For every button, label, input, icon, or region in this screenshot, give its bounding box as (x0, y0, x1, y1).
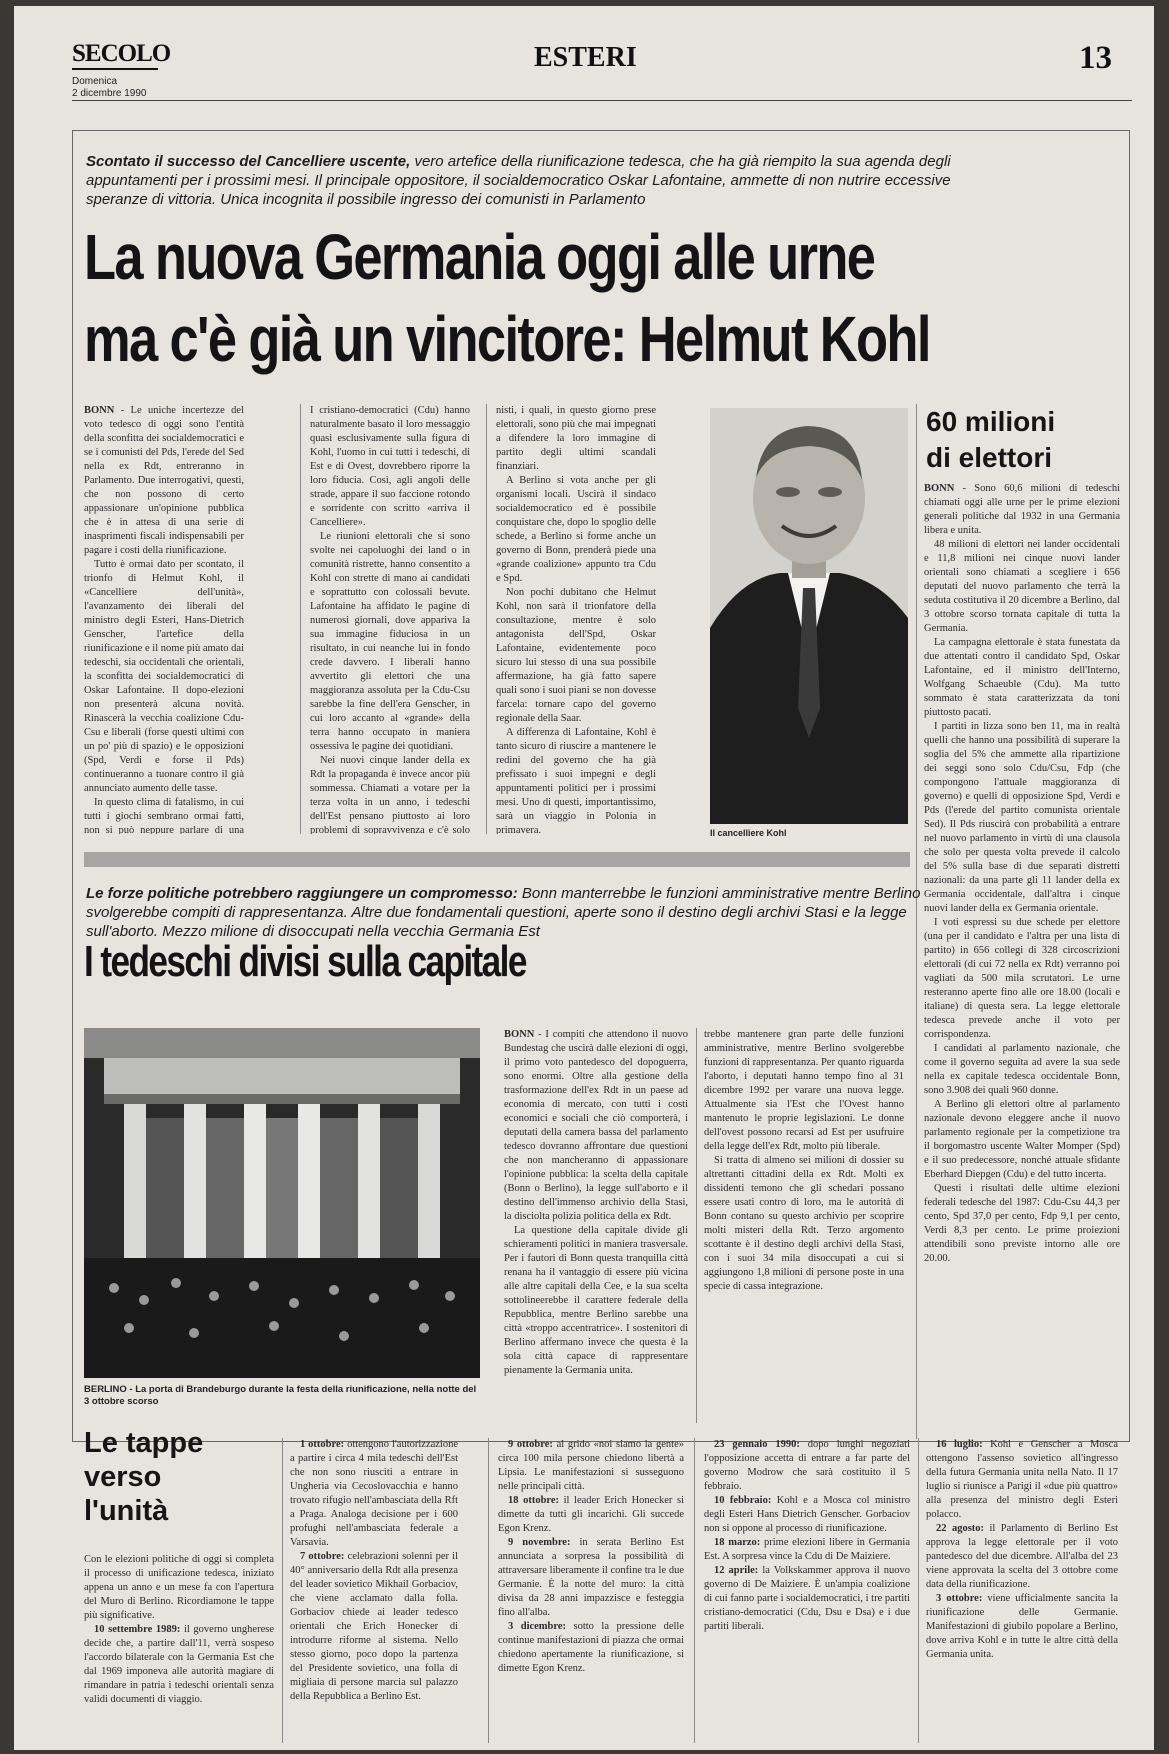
article1-kicker (86, 152, 966, 209)
timeline-column-2 (290, 1438, 458, 1743)
timeline-entry (704, 1564, 910, 1634)
timeline-entry-date: 23 gennaio 1990: (714, 1439, 800, 1450)
kohl-photo-caption: Il cancelliere Kohl (710, 828, 787, 838)
timeline-entry (290, 1438, 458, 1550)
sidebar-paragraph: La campagna elettorale è stata funestata da due attentati contro il candidato Spd, Oskar Lafontaine, ed il ministro dell'Interno, Wolfgang Schaeuble (Cdu). Ma tutto sommato è stata caratterizzata da toni piuttosto pacati. (924, 637, 1120, 718)
timeline-entry (926, 1522, 1118, 1592)
timeline-column-3 (498, 1438, 684, 1743)
article1-column-1 (84, 404, 244, 834)
timeline-entry (498, 1494, 684, 1536)
timeline-entry (84, 1623, 274, 1707)
column-rule (488, 1438, 489, 1743)
column-rule (918, 1438, 919, 1743)
gate-caption-text: - La porta di Brandeburgo durante la festa della riunificazione, nella notte del 3 ottobre scorso (84, 1384, 477, 1407)
article2-paragraph: trebbe mantenere gran parte delle funzioni amministrative, mentre Berlino svolgerebbe funzioni di rappresentanza. Per quanto riguarda l'aborto, i deputati hanno tempo fino al 31 dicembre 1992 per varare una nuova legge. Attualmente sia l'Est che l'Ovest hanno mantenuto le proprie legislazioni. Le donne dell'ovest possono recarsi ad Est per usufruire della legge dell'ex Rdt, molto più liberale. (704, 1029, 904, 1152)
article1-paragraph: Nei nuovi cinque lander della ex Rdt la propaganda è invece ancor più sommessa. Chiamati a votare per la terza volta in un anno, i tedeschi dell'Est pensano piuttosto ai loro problemi di sopravvivenza e c'è solo (310, 755, 470, 834)
sidebar-text: - Sono 60,6 milioni di tedeschi chiamati oggi alle urne per le prime elezioni generali politiche dal 1932 in una Germania libera e unita. (924, 483, 1120, 536)
article1-paragraph: Non pochi dubitano che Helmut Kohl, non sarà il trionfatore della consultazione, mentre è solo antagonista dell'Spd, Oskar Lafontaine, evidentemente poco sicuro lui stesso di una sua possibile affermazione, ha già fatto sapere quali sono i suoi piani se non dovesse farcela: tornare capo del governo regionale della Saar. (496, 587, 656, 724)
sidebar-paragraph: I candidati al parlamento nazionale, che come il governo seguita ad avere la sua sede nella ex capitale tedesca occidentale Bonn, sono 3.908 dei quali 960 donne. (924, 1043, 1120, 1096)
timeline-entry-text: in serata Berlino Est annunciata a sorpresa la possibilità di attraversare liberamente il confine tra le due Germanie. È la notte del muro: la città divisa da 28 anni impazzisce e festeggia fino all'alba. (498, 1537, 684, 1618)
sidebar-paragraph: 48 milioni di elettori nei lander occidentali e 11,8 milioni nei cinque nuovi lander orientali sono chiamati a scegliere i 656 deputati del nuovo parlamento che terrà la seduta costitutiva il 20 dicembre a Berlino, dal 3 ottobre scorso tornata capitale di tutta la Germania. (924, 539, 1120, 634)
article2-column-2 (704, 1028, 904, 1423)
masthead-rule (72, 100, 1132, 101)
article2-headline: I tedeschi divisi sulla capitale (84, 937, 526, 986)
gate-caption-place: BERLINO (84, 1384, 127, 1395)
timeline-entry (704, 1494, 910, 1536)
article1-column-3 (496, 404, 656, 834)
masthead-logo: SECOLO (72, 40, 171, 67)
timeline-entry (498, 1536, 684, 1620)
timeline-entry (926, 1438, 1118, 1522)
masthead-weekday: Domenica (72, 76, 118, 87)
timeline-entry-date: 16 luglio: (936, 1439, 983, 1450)
timeline-entry-date: 3 ottobre: (936, 1593, 983, 1604)
page-number: 13 (1079, 40, 1112, 76)
timeline-entry-text: il Parlamento di Berlino Est approva la legge elettorale per il voto pantedesco del due dicembre. All'alba del 23 viene approvata la scelta del 3 ottobre come data della riunificazione. (926, 1523, 1118, 1590)
timeline-entry (290, 1550, 458, 1704)
masthead-date (72, 76, 192, 100)
timeline-entry-text: sotto la pressione delle continue manifestazioni di piazza che ormai chiedono apertamente la riunificazione, si dimette Egon Krenz. (498, 1621, 684, 1674)
timeline-entry-date: 12 aprile: (714, 1565, 759, 1576)
article1-paragraph: In questo clima di fatalismo, in cui tutti i giochi sembrano ormai fatti, non si può neppure parlare di una (84, 797, 244, 834)
timeline-entry (704, 1536, 910, 1564)
sidebar-paragraph: A Berlino gli elettori oltre al parlamento nazionale devono eleggere anche il nuovo parlamento regionale per la competizione tra il borgomastro uscente Walter Momper (Spd) e il suo predecessore, nonché attuale sfidante Eberhard Diepgen (Cdu) e del tutto incerta. (924, 1099, 1120, 1180)
brandenburg-gate-photo (84, 1028, 480, 1378)
column-rule (694, 1438, 695, 1743)
masthead-logo-rule (72, 68, 158, 70)
article1-kicker-text: vero artefice della riunificazione tedesca, che ha già riempito la sua agenda degli appuntamenti per i prossimi mesi. Il principale oppositore, il socialdemocratico Oskar Lafontaine, ammette di non nutrire eccessive speranze di vittoria. Unica incognita il possibile ingresso dei comunisti in Parlamento (86, 153, 951, 208)
article1-paragraph (84, 404, 244, 558)
timeline-entry (498, 1438, 684, 1494)
sidebar-column (924, 482, 1120, 1437)
timeline-entry-date: 10 febbraio: (714, 1495, 772, 1506)
timeline-entry (704, 1438, 910, 1494)
column-rule (486, 404, 487, 834)
article2-kicker-text: Bonn manterrebbe le funzioni amministrative mentre Berlino svolgerebbe compiti di rappresentanza. Altre due fondamentali questioni, aperte sono il destino degli archivi Stasi e la legge sull'aborto. Mezzo milione di disoccupati nella vecchia Germania Est (86, 885, 921, 940)
timeline-title (84, 1426, 264, 1528)
article1-paragraph: Tutto è ormai dato per scontato, il trionfo di Helmut Kohl, il «Cancelliere dell'unità», l'avanzamento dei liberali del ministro degli Esteri, Hans-Dietrich Genscher, l'artefice della riunificazione e il nome più amato dai tedeschi, sia occidentali che orientali, la sconfitta dei socialdemocratici di Oskar Lafontaine. Il dopo-elezioni non presenterà alcuna novità. Rinascerà la vecchia coalizione Cdu-Csu e liberali (forse questi ultimi con un po' più di spazio) e le opposizioni (Spd, Verdi e forse il Pds) continueranno a tuonare contro il già annunciato aumento delle tasse. (84, 559, 244, 794)
article2-text: - I compiti che attendono il nuovo Bundestag che uscirà dalle elezioni di oggi, il primo voto pantedesco del dopoguerra, sono enormi. Oltre alla gestione della trasformazione dell'ex Rdt in un paese ad economia di mercato, con tutti i costi economici e sociali che ciò comporterà, i deputati della camera bassa del parlamento tedesco dovranno affrontare due questioni che non mancheranno di appassionare l'opinione pubblica: la scelta della capitale (Bonn o Berlino), la legge sull'aborto e il destino dell'immenso archivio della Stasi, la disciolta polizia politica della ex Rdt. (504, 1029, 688, 1222)
kohl-portrait-illustration (710, 408, 908, 824)
timeline-entry (926, 1592, 1118, 1662)
timeline-entry-text: Kohl e a Mosca col ministro degli Esteri Hans Dietrich Genscher. Gorbaciov non si oppone al processo di riunificazione. (704, 1495, 910, 1534)
sidebar-title (926, 404, 1055, 476)
article1-kicker-lead: Scontato il successo del Cancelliere uscente, (86, 153, 411, 170)
sidebar-dateline: BONN (924, 483, 955, 494)
gate-photo-caption (84, 1384, 480, 1408)
sidebar-paragraph: Questi i risultati delle ultime elezioni federali tedesche del 1987: Cdu-Csu 44,3 per cento, Spd 37,0 per cento, Fdp 9,1 per cento, Verdi 8,3 per cento. Le prime proiezioni attendibili sono previste intorno alle ore 20.00. (924, 1183, 1120, 1264)
article1-paragraph: A Berlino si vota anche per gli organismi locali. Uscirà il sindaco socialdemocratico ed è possibile conquistare che, dopo lo spoglio delle schede, a Berlino si forme anche un governo di Bonn, prenderà piede una «grande coalizione» appunto tra Cdu e Spd. (496, 475, 656, 584)
kohl-portrait-photo (710, 408, 908, 824)
timeline-entry-date: 10 settembre 1989: (94, 1624, 181, 1635)
timeline-entry-date: 9 novembre: (508, 1537, 571, 1548)
timeline-entry-date: 1 ottobre: (300, 1439, 345, 1450)
timeline-entry-date: 22 agosto: (936, 1523, 985, 1534)
timeline-entry-text: Kohl e Genscher a Mosca ottengono l'assenso sovietico all'ingresso della futura Germania unita nella Nato. Il 17 luglio si riunisce a Parigi il «due più quattro» alla presenza del ministro degli Esteri polacco. (926, 1439, 1118, 1520)
sidebar-title-line2: di elettori (926, 442, 1053, 473)
article1-headline-line1: La nuova Germania oggi alle urne (84, 221, 875, 293)
timeline-column-5 (926, 1438, 1118, 1743)
article2-kicker-lead: Le forze politiche potrebbero raggiungere un compromesso: (86, 885, 518, 902)
article2-kicker (86, 884, 926, 941)
column-rule (696, 1028, 697, 1423)
timeline-entry-text: al grido «noi siamo la gente» circa 100 mila persone chiedono libertà a Lipsia. Le manifestazioni si susseguono nelle principali città. (498, 1439, 684, 1492)
masthead-date-value: 2 dicembre 1990 (72, 88, 147, 99)
article1-paragraph: Le riunioni elettorali che si sono svolte nei capoluoghi dei land o in comunità ristrette, hanno consentito a Kohl con strette di mano ai candidati e soprattutto con colossali bevute. Lafontaine ha affidato le pagine di numerosi giornali, dove appariva la sua immagine fiduciosa in un risultato, in cui neanche lui in fondo crede davvero. I liberali hanno avvertito gli elettori che una maggioranza assoluta per la Cdu-Csu sarebbe la fine dell'era Genscher, in cui loro accanto al «grande» della terra hanno occupato in maniera ossessiva le pagine dei quotidiani. (310, 531, 470, 752)
sidebar-paragraph: I voti espressi su due schede per elettore (una per il candidato e l'altra per una lista di partito) in 656 collegi di 328 circoscrizioni elettorali (di cui 72 nella ex Rdt) verranno poi vagliati da 500 mila scrutatori. Le urne resteranno aperte fino alle ore 18.00 (locali e italiane) di questa sera. La legge elettorale tedesca prevede anche il voto per corrispondenza. (924, 917, 1120, 1040)
newspaper-page (14, 6, 1154, 1750)
timeline-entry-text: la Volkskammer approva il nuovo governo di De Maiziere. È un'ampia coalizione di cui fanno parte i socialdemocratici, i tre partiti cristiano-democratici (Cdu, Dsu e Dsa) e i due partiti liberali. (704, 1565, 910, 1632)
article1-dateline: BONN (84, 405, 115, 416)
article2-paragraph: Si tratta di almeno sei milioni di dossier su altrettanti cittadini della ex Rdt. Molti ex dissidenti temono che gli schedari possano essere usati contro di loro, ma le autorità di Bonn contano su questo archivio per scoprire molti misteri della Rdt. Terzo argomento scottante è il destino degli archivi della Stasi, con i suoi 34 mila disoccupati a cui si aggiungono 1,8 milioni di persone poste in una specie di cassa integrazione. (704, 1155, 904, 1292)
sidebar-paragraph (924, 482, 1120, 538)
timeline-entry-date: 9 ottobre: (508, 1439, 553, 1450)
timeline-entry-text: ottengono l'autorizzazione a partire i circa 4 mila tedeschi dell'Est che non sono riusciti a entrare in Ungheria via Cecoslovacchia e hanno trovato rifugio nell'ambasciata della Rft a Praga. Analoga decisione per i 600 profughi nell'ambasciata federale a Varsavia. (290, 1439, 458, 1548)
article1-column-2 (310, 404, 470, 834)
timeline-entry (498, 1620, 684, 1676)
timeline-entry-date: 3 dicembre: (508, 1621, 567, 1632)
article1-paragraph: nisti, i quali, in questo giorno prese elettorali, sono più che mai impegnati a difendere la loro immagine di partito degli ultimi scandali finanziari. (496, 405, 656, 472)
article1-headline-line2: ma c'è già un vincitore: Helmut Kohl (84, 303, 930, 375)
sidebar-paragraph: I partiti in lizza sono ben 11, ma in realtà quelli che hanno una possibilità di superare la soglia del 5% che ammette alla ripartizione dei seggi sono solo Cdu/Csu, Fdp (che compongono l'attuale maggioranza di governo) e quelli di opposizione Spd, Verdi e Pds (l'erede del partito comunista orientale Sed). Il Pds riuscirà con probabilità a entrare nel nuovo parlamento in virtù di una clausola che solo per questa volta prevede il calcolo del 5% sulla base di due separati distretti nazionali: da una parte gli 11 lander della ex Germania occidentale, dall'altra i cinque nuovi lander della ex Germania orientale. (924, 721, 1120, 914)
timeline-title-line1: Le tappe (84, 1427, 204, 1459)
article1-text: - Le uniche incertezze del voto tedesco di oggi sono l'entità della sconfitta dei socialdemocratici e se i comunisti del Pds, l'erede del Sed nella ex Rdt, entreranno in Parlamento. Due interrogativi, questi, che non possono di certo appassionare un'opinione pubblica che è in attesa di una serie di inasprimenti fiscali indispensabili per pagare i costi della riunificazione. (84, 405, 244, 556)
timeline-entry-text: celebrazioni solenni per il 40° anniversario della Rdt alla presenza del leader sovietico Mikhail Gorbaciov, che viene acclamato dalla folla. Gorbaciov chiede ai leader tedesco orientali che Erich Honecker di introdurre riforme al sistema. Nello stesso giorno, poco dopo la partenza del Presidente sovietico, una folla di migliaia di persone marcia sul palazzo della Repubblica a Berlino Est. (290, 1551, 458, 1702)
timeline-entry-date: 7 ottobre: (300, 1551, 345, 1562)
column-rule (300, 404, 301, 834)
timeline-entry-text: il governo ungherese decide che, a partire dall'11, verrà sospeso l'accordo bilaterale con la Germania Est che dal 1969 imponeva alle autorità magiare di rimandare in patria i tedeschi orientali senza validi documenti di viaggio. (84, 1624, 274, 1705)
timeline-entry-date: 18 ottobre: (508, 1495, 560, 1506)
brandenburg-gate-illustration (84, 1028, 480, 1378)
timeline-column-1 (84, 1553, 274, 1743)
article1-paragraph: I cristiano-democratici (Cdu) hanno naturalmente basato il loro messaggio quasi esclusivamente sulla figura di Kohl, l'uomo in cui tutti i tedeschi, di Est e di Ovest, dovrebbero riporre la loro fiducia. Così, agli angoli delle strade, appare il suo faccione rotondo e sorridente con scritto «arriva il Cancelliere». (310, 405, 470, 528)
article1-paragraph: A differenza di Lafontaine, Kohl è tanto sicuro di riuscire a mantenere le redini del governo che ha già prefissato i suoi impegni e degli appuntamenti politici per i prossimi mesi. Uno di questi, importantissimo, sarà un viaggio in Polonia in primavera. (496, 727, 656, 834)
timeline-entry-text: dopo lunghi negoziati l'opposizione accetta di entrare a far parte del governo Modrow che sarà costituito il 5 febbraio. (704, 1439, 910, 1492)
sidebar-title-line1: 60 milioni (926, 406, 1056, 437)
article2-paragraph (504, 1028, 688, 1224)
timeline-column-4 (704, 1438, 910, 1743)
timeline-entry-text: il leader Erich Honecker si dimette da tutti gli incarichi. Gli succede Egon Krenz. (498, 1495, 684, 1534)
separator-band (84, 852, 910, 867)
article2-column-1 (504, 1028, 688, 1423)
timeline-entry-date: 18 marzo: (714, 1537, 761, 1548)
timeline-entry-text: prime elezioni libere in Germania Est. A sorpresa vince la Cdu di De Maiziere. (704, 1537, 910, 1562)
section-title: ESTERI (534, 42, 637, 73)
article2-paragraph: La questione della capitale divide gli schieramenti politici in maniera trasversale. Per i fautori di Bonn questa tranquilla città renana ha il vantaggio di essere più vicina alle altre capitali della Cee, e la sua scelta sottolineerebbe il carattere federale della Repubblica, mentre Berlino sarebbe una città «troppo accentratrice». I sostenitori di Berlino affermano invece che questa è la sola città capace di rappresentare pienamente la Germania unita. (504, 1225, 688, 1376)
article2-dateline: BONN (504, 1029, 535, 1040)
timeline-title-line3: l'unità (84, 1495, 169, 1527)
timeline-intro: Con le elezioni politiche di oggi si completa il processo di unificazione tedesca, iniziato appena un anno e un mese fa con l'apertura del Muro di Berlino. Ricordiamone le tappe più significative. (84, 1554, 274, 1621)
column-rule (282, 1438, 283, 1743)
timeline-title-line2: verso (84, 1461, 162, 1493)
timeline-entry-text: viene ufficialmente sancita la riunificazione delle Germanie. Manifestazioni di giubilo popolare a Berlino, dove arriva Kohl e in tutte le altre città della Germania unita. (926, 1593, 1118, 1660)
